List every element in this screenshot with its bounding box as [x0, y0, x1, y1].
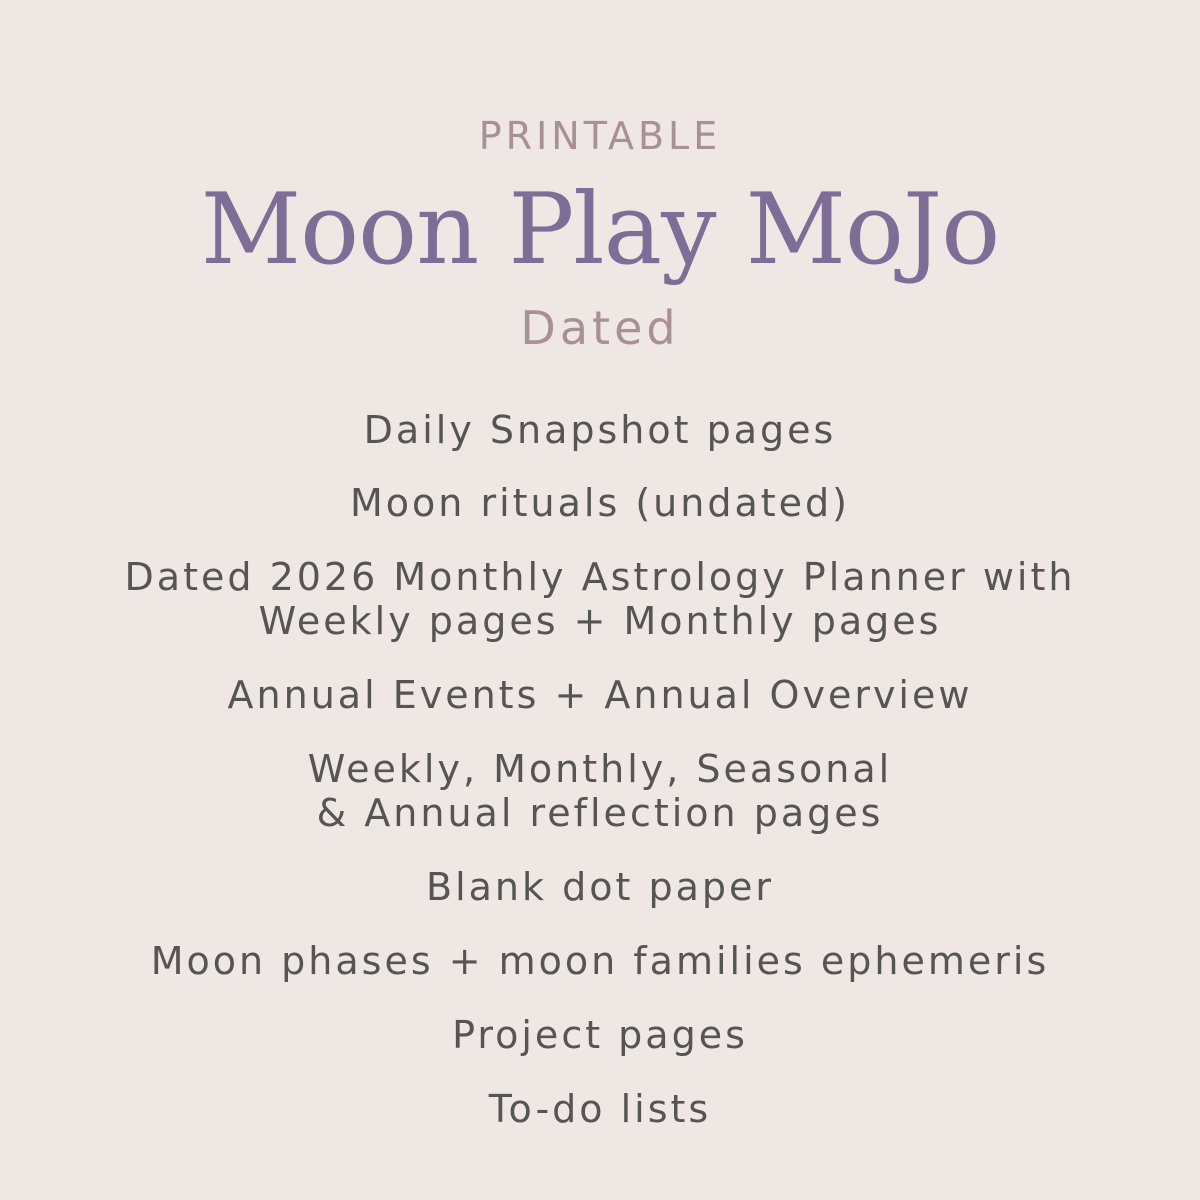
- product-title: Moon Play MoJo: [200, 173, 1000, 287]
- feature-line: Dated 2026 Monthly Astrology Planner with: [124, 555, 1076, 599]
- feature-item: [0, 1013, 1200, 1057]
- feature-line: Daily Snapshot pages: [363, 408, 837, 452]
- feature-line: & Annual reflection pages: [316, 791, 884, 835]
- feature-item: [0, 555, 1200, 643]
- feature-item: [0, 408, 1200, 452]
- feature-line: Project pages: [452, 1013, 748, 1057]
- feature-line: Weekly, Monthly, Seasonal: [307, 747, 893, 791]
- feature-item: [0, 1087, 1200, 1131]
- feature-line: Moon phases + moon families ephemeris: [150, 939, 1050, 983]
- feature-item: [0, 481, 1200, 525]
- eyebrow-label: PRINTABLE: [478, 114, 722, 158]
- feature-item: [0, 939, 1200, 983]
- feature-item: [0, 865, 1200, 909]
- feature-line: Moon rituals (undated): [350, 481, 850, 525]
- feature-line: Annual Events + Annual Overview: [227, 673, 973, 717]
- feature-line: Blank dot paper: [426, 865, 774, 909]
- feature-item: [0, 673, 1200, 717]
- product-subtitle: Dated: [520, 301, 680, 355]
- feature-item: [0, 747, 1200, 835]
- feature-line: Weekly pages + Monthly pages: [258, 599, 942, 643]
- feature-line: To-do lists: [488, 1087, 712, 1131]
